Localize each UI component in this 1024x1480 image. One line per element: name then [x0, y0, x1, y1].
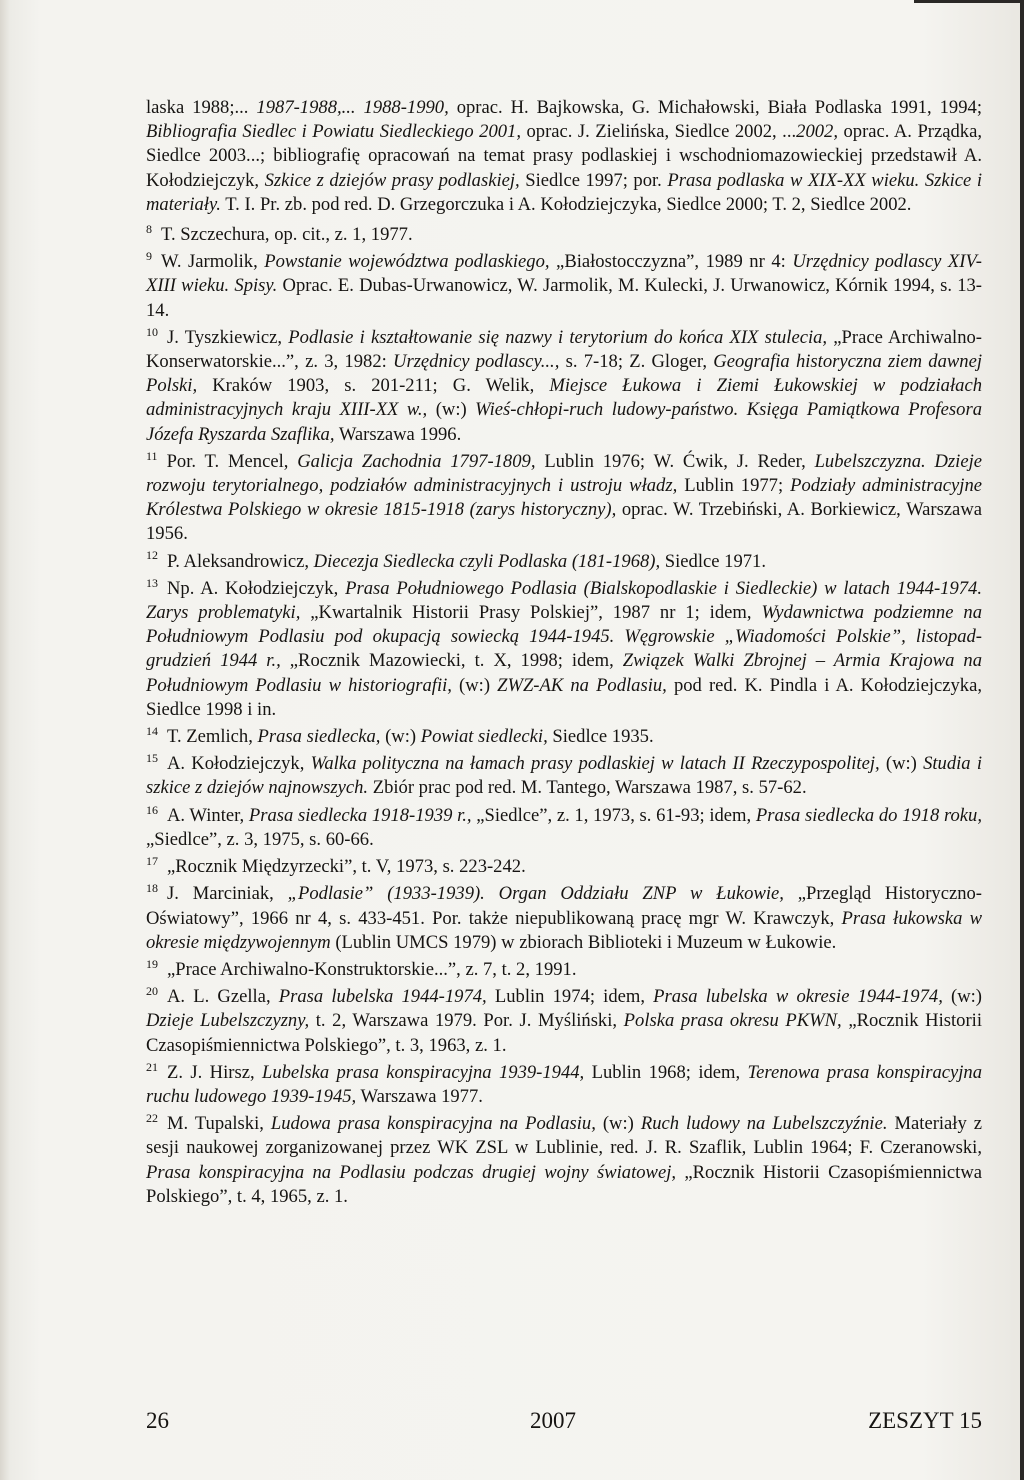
footnote [146, 450, 982, 547]
footnote-title-text: Ruch ludowy na Lubelszczyźnie. [640, 1113, 888, 1135]
footnote-title-text: Lubelszczyzna. Dzieje rozwoju terytorialnego, podziałów administracyjnych i ustroju władz, [146, 450, 982, 497]
footnote [146, 804, 982, 852]
footnote-text: Lublin 1976; W. Ćwik, J. Reder, [535, 450, 815, 472]
page-edge-line [1020, 0, 1024, 1480]
footnote [146, 1112, 982, 1209]
footnote-text: (w:) [380, 726, 421, 748]
footnote-number: 12 [146, 548, 158, 563]
footnote-title-text: Studia i szkice z dziejów najnowszych. [146, 753, 982, 799]
footnote-number: 9 [146, 249, 152, 264]
footnote [146, 550, 982, 574]
footnote-number: 10 [146, 324, 158, 339]
footnote [146, 250, 982, 323]
footnote-title-text: Powiat siedlecki, [420, 726, 548, 748]
footnote-number: 20 [146, 983, 158, 998]
page-footer [146, 1408, 982, 1442]
footnote-text: (w:) [451, 674, 498, 696]
footnote [146, 882, 982, 955]
footnote-number: 19 [146, 956, 158, 971]
footnote-text: (Lublin UMCS 1979) w zbiorach Biblioteki i Muzeum w Łukowie. [330, 931, 837, 953]
footnote-title-text: Galicja Zachodnia 1797-1809, [297, 450, 536, 472]
footnote-text: „Rocznik Mazowiecki, t. X, 1998; idem, [280, 650, 623, 672]
footnote-text: (w:) [427, 399, 476, 421]
footnote-title-text: Urzędnicy podlascy..., [393, 351, 560, 373]
footnote-text: Z. J. Hirsz, [167, 1061, 262, 1083]
footnote-text: J. Marciniak, [167, 883, 288, 905]
footnote [146, 326, 982, 447]
footnote-text: „Rocznik Międzyrzecki”, t. V, 1973, s. 223-242. [167, 856, 526, 878]
footnote-text: A. L. Gzella, [167, 986, 279, 1008]
footnote-title-text: Prasa lubelska w okresie 1944-1974, [653, 986, 943, 1008]
footnote-number: 17 [146, 853, 158, 868]
footnote-text: oprac. A. Prządka, Siedlce 2003...; bibliografię opracowań na temat prasy podlaskiej i wschodniomazowieckiej przedstawił A. Kołodziejczyk, [146, 121, 982, 191]
page-edge-top [914, 0, 1024, 3]
footnote-text: „Rocznik Historii Czasopiśmiennictwa Polskiego”, t. 3, 1963, z. 1. [146, 1010, 982, 1056]
footnote-text: Zbiór prac pod red. M. Tantego, Warszawa 1987, s. 57-62. [368, 777, 807, 799]
footnote [146, 577, 982, 722]
footnote-title-text: 1987-1988,... 1988-1990, [256, 97, 449, 118]
footnote-title-text: Ludowa prasa konspiracyjna na Podlasiu, [270, 1113, 596, 1135]
footnote-text: J. Tyszkiewicz, [167, 326, 289, 348]
footnote-title-text: Związek Walki Zbrojnej – Armia Krajowa na Południowym Podlasiu w historiografii, [146, 650, 982, 696]
footnote-title-text: Prasa siedlecka do 1918 roku, [755, 804, 982, 826]
footnote-text: Np. A. Kołodziejczyk, [167, 577, 346, 599]
footnote-text: Por. T. Mencel, [166, 450, 298, 472]
footnote [146, 752, 982, 800]
footnote-number: 8 [146, 221, 152, 236]
footnote-text: (w:) [942, 986, 982, 1008]
footnote-text: s. 7-18; Z. Gloger, [559, 351, 714, 373]
footnote-text: „Siedlce”, z. 1, 1973, s. 61-93; idem, [471, 804, 756, 826]
footnote-number: 18 [146, 881, 158, 896]
footnote-text: Siedlce 1935. [547, 726, 654, 748]
footnote-number: 11 [146, 448, 158, 463]
footnote-text: Kraków 1903, s. 201-211; G. Welik, [197, 375, 550, 397]
footnote-title-text: Podlasie i kształtowanie się nazwy i terytorium do końca XIX stulecia, [288, 326, 828, 348]
footnote [146, 96, 982, 217]
footnote-text: T. Zemlich, [167, 726, 258, 748]
footnote-number: 15 [146, 751, 158, 766]
footnote [146, 985, 982, 1058]
footnote-title-text: Urzędnicy podlascy XIV-XIII wieku. Spisy. [146, 251, 982, 297]
footnote-text: „Białostocczyzna”, 1989 nr 4: [549, 251, 793, 273]
footnote-title-text: „Podlasie” (1933-1939). Organ Oddziału ZNP w Łukowie, [287, 883, 784, 905]
footnote-title-text: Prasa siedlecka 1918-1939 r., [248, 804, 472, 826]
footer-issue: ZESZYT 15 [868, 1408, 982, 1433]
footnote-text: (w:) [595, 1113, 641, 1135]
footnote-number: 22 [146, 1110, 158, 1125]
footnote-text: A. Kołodziejczyk, [167, 753, 311, 775]
footnote-number: 16 [146, 802, 158, 817]
footnote-text: oprac. H. Bajkowska, G. Michałowski, Biała Podlaska 1991, 1994; [448, 97, 982, 118]
footnote-text: „Prace Archiwalno-Konserwatorskie...”, z. 3, 1982: [146, 326, 982, 373]
footnote-text: Siedlce 1971. [660, 550, 767, 572]
footnote-text: „Siedlce”, z. 3, 1975, s. 60-66. [146, 828, 374, 850]
footnote-title-text: Prasa podlaska w XIX-XX wieku. Szkice i materiały. [146, 169, 983, 215]
footnote-text: Warszawa 1977. [356, 1085, 483, 1107]
footnote-number: 14 [146, 723, 158, 738]
footnote-text: „Kwartalnik Historii Prasy Polskiej”, 1987 nr 1; idem, [300, 602, 762, 624]
footnote-title-text: Prasa Południowego Podlasia (Bialskopodlaskie i Siedleckie) w latach 1944-1974. Zarys problematyki, [146, 577, 982, 624]
footnote [146, 223, 982, 247]
footnote-text: t. 2, Warszawa 1979. Por. J. Myśliński, [309, 1010, 624, 1032]
footnote-text: Lublin 1974; idem, [486, 986, 654, 1008]
footnote-text: Lublin 1977; [677, 475, 791, 497]
footnote-text: A. Winter, [167, 804, 249, 826]
footer-year: 2007 [530, 1408, 576, 1433]
footnote-title-text: Wieś-chłopi-ruch ludowy-państwo. Księga Pamiątkowa Profesora Józefa Ryszarda Szaflika, [146, 399, 982, 445]
footnote-text: Lublin 1968; idem, [584, 1061, 748, 1083]
footnote-title-text: Polska prasa okresu PKWN, [623, 1010, 842, 1032]
footnote-text: oprac. J. Zielińska, Siedlce 2002, ... [521, 121, 797, 143]
footnote [146, 855, 982, 879]
footnote-text: Warszawa 1996. [334, 423, 462, 445]
footnotes-section [146, 96, 982, 1212]
footnote-title-text: Geografia historyczna ziem dawnej Polski, [146, 351, 982, 397]
footnote-title-text: Prasa lubelska 1944-1974, [278, 986, 487, 1008]
footnote-title-text: Szkice z dziejów prasy podlaskiej, [264, 169, 520, 191]
footnote-text: W. Jarmolik, [161, 251, 265, 273]
footnote-text: „Prace Archiwalno-Konstruktorskie...”, z. 7, t. 2, 1991. [167, 958, 577, 980]
footnote-text: pod red. K. Pindla i A. Kołodziejczyka, Siedlce 1998 i in. [146, 674, 983, 720]
footnote-text: laska 1988;... [146, 97, 257, 118]
footnote-title-text: Prasa siedlecka, [257, 726, 381, 748]
footnote-title-text: 2002, [796, 121, 838, 143]
footnote-text: T. I. Pr. zb. pod red. D. Grzegorczuka i A. Kołodziejczyka, Siedlce 2000; T. 2, Siedlce 2002. [220, 193, 912, 215]
footnote-text: „Przegląd Historyczno-Oświatowy”, 1966 nr 4, s. 433-451. Por. także niepublikowaną pracę mgr W. Krawczyk, [146, 883, 982, 929]
footnote-number: 13 [146, 575, 158, 590]
footnote [146, 1061, 982, 1109]
footnote-title-text: Terenowa prasa konspiracyjna ruchu ludowego 1939-1945, [146, 1061, 983, 1107]
footnote-title-text: Miejsce Łukowa i Ziemi Łukowskiej w podziałach administracyjnych kraju XIII-XX w., [146, 375, 982, 421]
footnote-title-text: Prasa łukowska w okresie międzywojennym [146, 907, 982, 953]
footnote-title-text: Lubelska prasa konspiracyjna 1939-1944, [261, 1061, 585, 1083]
footnote-title-text: Walka polityczna na łamach prasy podlaskiej w latach II Rzeczypospolitej, [310, 753, 880, 775]
footnote-title-text: Wydawnictwa podziemne na Południowym Podlasiu pod okupacją sowiecką 1944-1945. Węgrowskie „Wiadomości Polskie”, listopad-grudzień 1944 r., [146, 602, 982, 672]
footnote-text: P. Aleksandrowicz, [167, 550, 314, 572]
footnote-title-text: ZWZ-AK na Podlasiu, [497, 674, 667, 696]
footnote-text: Siedlce 1997; por. [519, 169, 668, 191]
footnote-text: oprac. W. Trzebiński, A. Borkiewicz, Warszawa 1956. [146, 499, 982, 545]
footnote-text: T. Szczechura, op. cit., z. 1, 1977. [161, 224, 413, 246]
page-number: 26 [146, 1408, 169, 1433]
footnote-text: (w:) [879, 753, 924, 775]
footnote-title-text: Diecezja Siedlecka czyli Podlaska (181-1968), [313, 550, 661, 572]
footnote-text: „Rocznik Historii Czasopiśmiennictwa Polskiego”, t. 4, 1965, z. 1. [146, 1161, 983, 1207]
footnote [146, 725, 982, 749]
footnote-title-text: Powstanie województwa podlaskiego, [264, 251, 550, 273]
footnote [146, 958, 982, 982]
footnote-title-text: Bibliografia Siedlec i Powiatu Siedleckiego 2001, [146, 121, 521, 143]
footnote-title-text: Prasa konspiracyjna na Podlasiu podczas drugiej wojny światowej, [146, 1161, 677, 1183]
footnote-title-text: Podziały administracyjne Królestwa Polskiego w okresie 1815-1918 (zarys historyczny), [146, 475, 982, 521]
footnote-text: Oprac. E. Dubas-Urwanowicz, W. Jarmolik, M. Kulecki, J. Urwanowicz, Kórnik 1994, s. 13-14. [146, 275, 982, 321]
footnote-text: Materiały z sesji naukowej zorganizowanej przez WK ZSL w Lublinie, red. J. R. Szaflik, Lublin 1964; F. Czeranowski, [146, 1113, 983, 1159]
footnote-number: 21 [146, 1059, 158, 1074]
footnote-title-text: Dzieje Lubelszczyzny, [146, 1010, 310, 1032]
footnote-text: M. Tupalski, [167, 1113, 271, 1135]
